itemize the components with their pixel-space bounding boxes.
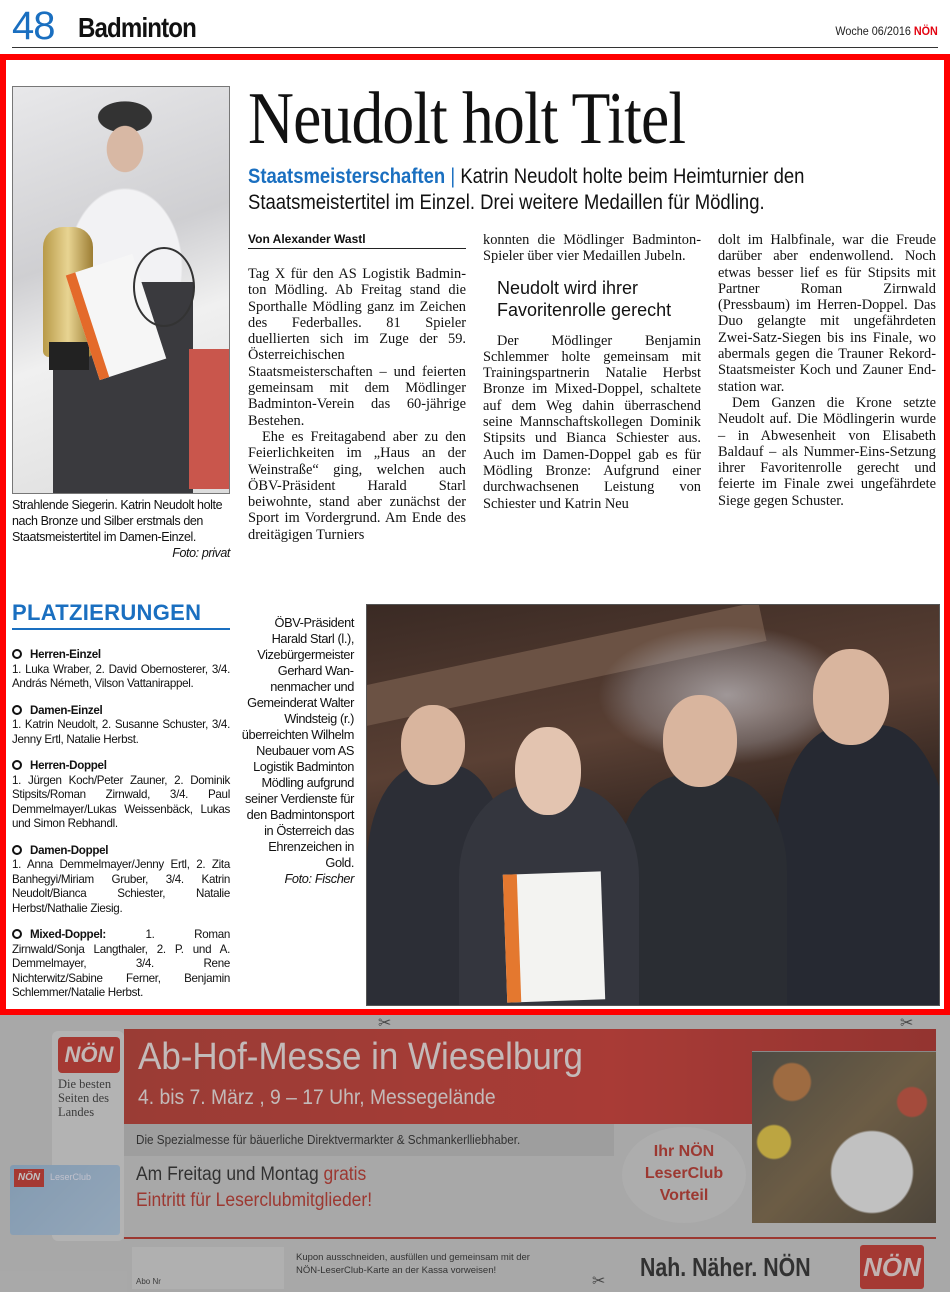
photo-caption-2 <box>240 615 354 887</box>
article-column-3 <box>718 232 936 509</box>
brand-label: NÖN <box>913 24 938 38</box>
paragraph: dolt im Halbfinale, war die Freude darüber aber endenwollend. Noch etwas besser lief es für Stipsits mit Partner Roman Zirnwald (Pressbaum) im Herren-Doppel. Das Duo gelangte mit ungefährdeten Zwei-Satz-Siegen bis ins Finale, wo abermals gegen die Trauner Rekord-Staatsmeister Koch und Zauner Endstation war. <box>718 232 936 395</box>
caption-text: Strahlende Siegerin. Katrin Neudolt holte nach Bronze und Silber erstmals den Staatsmeistertitel im Damen-Einzel. <box>12 498 223 544</box>
ad-tagline: Die besten Seiten des Landes <box>58 1077 112 1119</box>
article-deck <box>248 164 943 216</box>
advertisement <box>0 1015 950 1292</box>
card-logo: NÖN <box>14 1169 44 1187</box>
caption-text: ÖBV-Präsident Harald Starl (l.), Vizebürgermeister Gerhard Wannenmacher und Gemeinderat Walter Windsteig (r.) überreichten Wilhelm Neubauer vom AS Logistik Badminton Mödling aufgrund seiner Verdienste für den Badmintonsport in Österreich das Ehrenzeichen in Gold. <box>241 615 354 870</box>
food-photo <box>752 1051 936 1223</box>
placement-item <box>12 648 230 692</box>
ad-offer-text: Am Freitag und Montag <box>136 1164 324 1185</box>
ad-title: Ab-Hof-Messe in Wieselburg <box>138 1036 583 1078</box>
placement-category: Mixed-Doppel: <box>30 928 106 941</box>
ad-slogan: Nah. Näher. NÖN <box>640 1252 811 1282</box>
ad-offer-highlight: gratis <box>323 1164 367 1185</box>
circle-bullet-icon <box>12 760 22 770</box>
article-column-2 <box>483 232 701 512</box>
ad-offer-line-2: Eintritt für Leserclubmitglieder! <box>136 1190 373 1211</box>
circle-bullet-icon <box>12 705 22 715</box>
non-logo: NÖN <box>860 1245 924 1289</box>
ad-date: 4. bis 7. März , 9 – 17 Uhr, Messegelände <box>138 1086 496 1109</box>
trophy-base <box>49 342 89 370</box>
byline: Von Alexander Wastl <box>248 232 466 249</box>
card-label: LeserClub <box>50 1172 92 1182</box>
page-number: 48 <box>12 4 55 48</box>
racket-icon <box>133 247 195 327</box>
photo-caption <box>12 497 230 561</box>
coupon-line: NÖN-LeserClub-Karte an der Kassa vorweisen! <box>296 1265 497 1276</box>
kicker-separator: | <box>450 165 456 188</box>
coupon-instructions <box>296 1251 530 1277</box>
coupon-line: Kupon ausschneiden, ausfüllen und gemeinsam mit der <box>296 1252 530 1263</box>
circle-bullet-icon <box>12 845 22 855</box>
scissors-icon: ✂ <box>900 1015 914 1032</box>
placement-results: 1. Katrin Neudolt, 2. Susanne Schuster, 3/4. Jenny Ertl, Natalie Herbst. <box>12 718 230 746</box>
circle-bullet-icon <box>12 929 22 939</box>
photo-winner <box>12 86 230 494</box>
certificate <box>503 871 605 1002</box>
placement-results: 1. Anna Demmelmayer/Jenny Ertl, 2. Zita Banhegyi/Miriam Gruber, 3/4. Katrin Neudolt/Bianca Schiester, Natalie Herbst/Nathalie Ziesig. <box>12 858 230 915</box>
placement-results: 1. Luka Wraber, 2. David Obernosterer, 3/4. András Németh, Vilson Vattanirappel. <box>12 662 230 690</box>
placement-item <box>12 844 230 917</box>
non-logo: NÖN <box>58 1037 120 1073</box>
placement-results: 1. Jürgen Koch/Peter Zauner, 2. Dominik Stipsits/Roman Zirnwald, 3/4. Paul Demmelmayer/Lukas Weissenbäck, Lukas und Simon Rebhandl. <box>12 773 230 830</box>
placement-category: Damen-Einzel <box>30 703 103 717</box>
placement-category: Herren-Einzel <box>30 648 101 661</box>
placement-item <box>12 704 230 748</box>
paragraph: Ehe es Freitagabend aber zu den Feierlichkeiten im „Haus an der Weinstraße“ ging, welchen auch ÖBV-Präsident Harald Starl beiwohnte, stand aber zunächst der Sport im Vordergrund. Am Ende des dreitägigen Turniers <box>248 428 466 543</box>
person-head <box>401 705 465 785</box>
kicker: Staatsmeisterschaften <box>248 165 446 188</box>
paragraph: Dem Ganzen die Krone setzte Neudolt auf. Die Mödlingerin wurde – in Abwesenheit von Elisabeth Baldauf – als Nummer-Eins-Setzung ihrer Favoritenrolle gerecht und feierte im Finale zwei ungefährdete Siege gegen Schuster. <box>718 394 936 509</box>
issue-week: Woche 06/2016 <box>835 24 911 38</box>
page-header <box>12 4 938 48</box>
article-headline: Neudolt holt Titel <box>248 78 686 160</box>
leserclub-badge: Ihr NÖN LeserClub Vorteil <box>622 1127 746 1223</box>
placement-item <box>12 928 230 1001</box>
photo-award-ceremony <box>366 604 940 1006</box>
ad-offer-line <box>136 1163 366 1187</box>
leserclub-card <box>10 1165 120 1235</box>
scissors-icon: ✂ <box>378 1015 392 1032</box>
article-column-1 <box>248 266 466 543</box>
person <box>777 725 940 1006</box>
photo-credit: Foto: Fischer <box>284 871 354 886</box>
section-title: Badminton <box>78 12 197 43</box>
subheading: Neudolt wird ihrer Favoritenrolle gerecht <box>497 277 672 320</box>
person-head <box>813 649 889 745</box>
abo-number-label: Abo Nr <box>136 1277 161 1286</box>
paragraph: konnten die Mödlinger Badminton-Spieler über vier Medaillen Jubeln. <box>483 232 701 265</box>
photo-backdrop <box>189 349 229 489</box>
photo-credit: Foto: privat <box>172 546 230 560</box>
divider <box>124 1237 936 1239</box>
issue-label <box>836 24 938 38</box>
placements-list <box>12 648 230 1013</box>
person-head <box>515 727 581 815</box>
deck-text: Katrin Neudolt holte beim Heimturnier den Staatsmeistertitel im Einzel. Drei weitere Medaillen für Mödling. <box>248 165 805 214</box>
placement-item <box>12 759 230 832</box>
paragraph: Tag X für den AS Logistik Badminton Mödling. Ab Freitag stand die Sporthalle Mödling ganz im Zeichen des Federballes. 81 Spieler duellierten sich im Zuge der 59. Österreichischen Staatsmeisterschaften – und feierten gemeinsam mit dem Mödlinger Badminton-Verein das 60-jährige Bestehen. <box>248 266 466 429</box>
placement-category: Herren-Doppel <box>30 759 107 772</box>
ad-subtitle: Die Spezialmesse für bäuerliche Direktvermarkter & Schmankerlliebhaber. <box>136 1132 521 1147</box>
person-head <box>663 695 737 787</box>
person <box>617 775 787 1006</box>
placement-category: Damen-Doppel <box>30 843 109 857</box>
circle-bullet-icon <box>12 649 22 659</box>
placements-title: PLATZIERUNGEN <box>12 600 230 630</box>
scissors-icon: ✂ <box>592 1271 606 1290</box>
paragraph: Der Mödlinger Benjamin Schlemmer holte gemeinsam mit Trainingspartnerin Natalie Herbst Bronze im Mixed-Doppel, schaltete auf dem Weg dahin überraschend seine Mannschaftskollegen Dominik Stipsits und Bianca Schiester aus. Auch im Damen-Doppel gab es für Mödling Bronze: Aufgrund einer durchwachsenen Leistung von Schiester und Katrin Neu <box>483 332 701 512</box>
placement-results: 1. Roman Zirnwald/Sonja Langthaler, 2. P. und A. Demmelmayer, 3/4. Rene Nichterwitz/Sabine Ferner, Benjamin Schlemmer/Natalie Herbst. <box>12 928 230 999</box>
